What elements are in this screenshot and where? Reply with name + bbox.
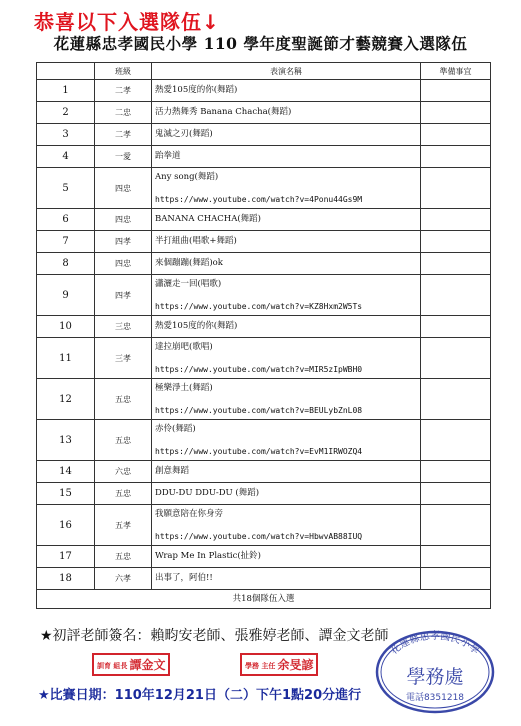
- performance-name: 創意舞蹈: [155, 466, 190, 476]
- row-performance: [152, 253, 421, 275]
- judges-signature-line: ★初評老師簽名：賴畇安老師、張雅婷老師、譚金文老師: [40, 628, 389, 644]
- row-number: 12: [37, 379, 95, 420]
- performance-name: 鬼滅之刃(舞蹈): [155, 129, 213, 139]
- row-prep: [421, 209, 491, 231]
- col-header-prep: 準備事宜: [421, 63, 491, 80]
- table-row: [37, 253, 491, 275]
- row-class: 三孝: [95, 338, 152, 379]
- col-header-name: 表演名稱: [152, 63, 421, 80]
- row-class: 三忠: [95, 316, 152, 338]
- row-class: 四孝: [95, 231, 152, 253]
- row-number: 17: [37, 546, 95, 568]
- performance-name: 達拉崩吧(歌唱): [155, 341, 213, 352]
- row-prep: [421, 231, 491, 253]
- total-row: [37, 590, 491, 609]
- table-row: [37, 168, 491, 209]
- row-performance: [152, 568, 421, 590]
- row-prep: [421, 253, 491, 275]
- performance-name: 我願意陪在你身旁: [155, 508, 224, 519]
- table-header-row: [37, 63, 491, 80]
- row-prep: [421, 316, 491, 338]
- table-row: [37, 420, 491, 461]
- row-number: 14: [37, 461, 95, 483]
- row-prep: [421, 168, 491, 209]
- row-number: 2: [37, 102, 95, 124]
- row-performance: [152, 505, 421, 546]
- header-congrats: 恭喜以下入選隊伍↓: [34, 10, 220, 34]
- performance-url: https://www.youtube.com/watch?v=BEULybZnL08: [155, 405, 363, 415]
- stamp-name: 余旻諺: [277, 658, 314, 672]
- table-row: [37, 546, 491, 568]
- col-header-class: 班級: [95, 63, 152, 80]
- table-row: [37, 316, 491, 338]
- row-class: 二忠: [95, 102, 152, 124]
- table-row: [37, 102, 491, 124]
- table-row: [37, 124, 491, 146]
- row-performance: [152, 231, 421, 253]
- row-class: 一愛: [95, 146, 152, 168]
- row-performance: [152, 275, 421, 316]
- performance-name: DDU-DU DDU-DU (舞蹈): [155, 488, 260, 498]
- performance-name: BANANA CHACHA(舞蹈): [155, 214, 261, 224]
- performance-name: 來個蹦蹦(舞蹈)ok: [155, 258, 223, 268]
- performance-name: 熱愛105度的你(舞蹈): [155, 85, 238, 95]
- row-prep: [421, 420, 491, 461]
- office-seal-icon: [372, 628, 498, 714]
- row-number: 6: [37, 209, 95, 231]
- table-row: [37, 80, 491, 102]
- table-row: [37, 338, 491, 379]
- row-number: 3: [37, 124, 95, 146]
- seal-tel-text: 電話8351218: [405, 693, 465, 703]
- row-performance: [152, 338, 421, 379]
- row-class: 四忠: [95, 209, 152, 231]
- row-number: 4: [37, 146, 95, 168]
- row-performance: [152, 80, 421, 102]
- performance-name: Any song(舞蹈): [155, 171, 219, 182]
- svg-text:花蓮縣忠孝國民小學: [387, 629, 482, 657]
- row-number: 11: [37, 338, 95, 379]
- performance-name: 熱愛105度的你(舞蹈): [155, 321, 238, 331]
- stamp-director: [240, 653, 318, 676]
- table-row: [37, 146, 491, 168]
- row-performance: [152, 420, 421, 461]
- row-number: 16: [37, 505, 95, 546]
- performance-name: 半打組曲(唱歌+舞蹈): [155, 236, 237, 246]
- table-row: [37, 379, 491, 420]
- performance-name: 赤伶(舞蹈): [155, 423, 196, 434]
- performance-name: 瀟灑走一回(唱歌): [155, 278, 222, 289]
- row-prep: [421, 461, 491, 483]
- col-header-no: [37, 63, 95, 80]
- seal-ring-text: 花蓮縣忠孝國民小學: [388, 631, 482, 657]
- row-prep: [421, 275, 491, 316]
- stamp-training-leader: [92, 653, 170, 676]
- row-class: 五忠: [95, 483, 152, 505]
- table-row: [37, 505, 491, 546]
- row-prep: [421, 102, 491, 124]
- row-prep: [421, 505, 491, 546]
- row-class: 五忠: [95, 379, 152, 420]
- row-class: 二孝: [95, 124, 152, 146]
- row-number: 13: [37, 420, 95, 461]
- row-class: 五忠: [95, 420, 152, 461]
- row-performance: [152, 124, 421, 146]
- row-performance: [152, 102, 421, 124]
- table-body: [37, 80, 491, 590]
- performance-name: 極樂淨土(舞蹈): [155, 382, 213, 393]
- table-row: [37, 275, 491, 316]
- stamp-name: 譚金文: [129, 658, 166, 672]
- page-title: 花蓮縣忠孝國民小學 110 學年度聖誕節才藝競賽入選隊伍: [53, 34, 468, 53]
- performance-name: 出事了，阿伯!!: [155, 573, 213, 583]
- row-number: 9: [37, 275, 95, 316]
- row-performance: [152, 483, 421, 505]
- teams-table: [36, 62, 491, 609]
- performance-name: 活力熱舞秀 Banana Chacha(舞蹈): [155, 107, 292, 117]
- performance-url: https://www.youtube.com/watch?v=MIR5zIpWBH0: [155, 364, 363, 374]
- row-number: 18: [37, 568, 95, 590]
- row-number: 8: [37, 253, 95, 275]
- row-number: 7: [37, 231, 95, 253]
- row-class: 四孝: [95, 275, 152, 316]
- row-performance: [152, 379, 421, 420]
- table-row: [37, 483, 491, 505]
- row-performance: [152, 168, 421, 209]
- row-performance: [152, 546, 421, 568]
- row-class: 五忠: [95, 546, 152, 568]
- performance-url: https://www.youtube.com/watch?v=KZ8Hxm2W5Ts: [155, 301, 363, 311]
- performance-url: https://www.youtube.com/watch?v=EvM1IRWOZQ4: [155, 446, 363, 456]
- row-prep: [421, 483, 491, 505]
- performance-name: Wrap Me In Plastic(扯鈴): [155, 551, 261, 561]
- performance-url: https://www.youtube.com/watch?v=HbwvAB88IUQ: [155, 531, 363, 541]
- row-performance: [152, 209, 421, 231]
- row-class: 四忠: [95, 253, 152, 275]
- row-prep: [421, 338, 491, 379]
- row-number: 10: [37, 316, 95, 338]
- row-prep: [421, 124, 491, 146]
- stamp-title: 學務 主任: [245, 661, 276, 670]
- row-number: 1: [37, 80, 95, 102]
- table-row: [37, 231, 491, 253]
- row-performance: [152, 316, 421, 338]
- performance-url: https://www.youtube.com/watch?v=4Ponu44Gs9M: [155, 194, 363, 204]
- row-performance: [152, 461, 421, 483]
- row-class: 五孝: [95, 505, 152, 546]
- row-prep: [421, 146, 491, 168]
- row-class: 四忠: [95, 168, 152, 209]
- row-class: 六孝: [95, 568, 152, 590]
- row-prep: [421, 546, 491, 568]
- row-number: 5: [37, 168, 95, 209]
- row-prep: [421, 379, 491, 420]
- table-row: [37, 209, 491, 231]
- competition-date: ★比賽日期：110年12月21日（二）下午1點20分進行: [38, 688, 362, 703]
- stamp-title: 訓育 組長: [97, 661, 128, 670]
- row-prep: [421, 568, 491, 590]
- row-class: 六忠: [95, 461, 152, 483]
- seal-main-text: 學務處: [406, 666, 464, 688]
- row-class: 二孝: [95, 80, 152, 102]
- row-prep: [421, 80, 491, 102]
- table-row: [37, 568, 491, 590]
- row-performance: [152, 146, 421, 168]
- table-row: [37, 461, 491, 483]
- row-number: 15: [37, 483, 95, 505]
- performance-name: 跆拳道: [155, 151, 181, 161]
- total-text: 共18個隊伍入選: [37, 590, 491, 609]
